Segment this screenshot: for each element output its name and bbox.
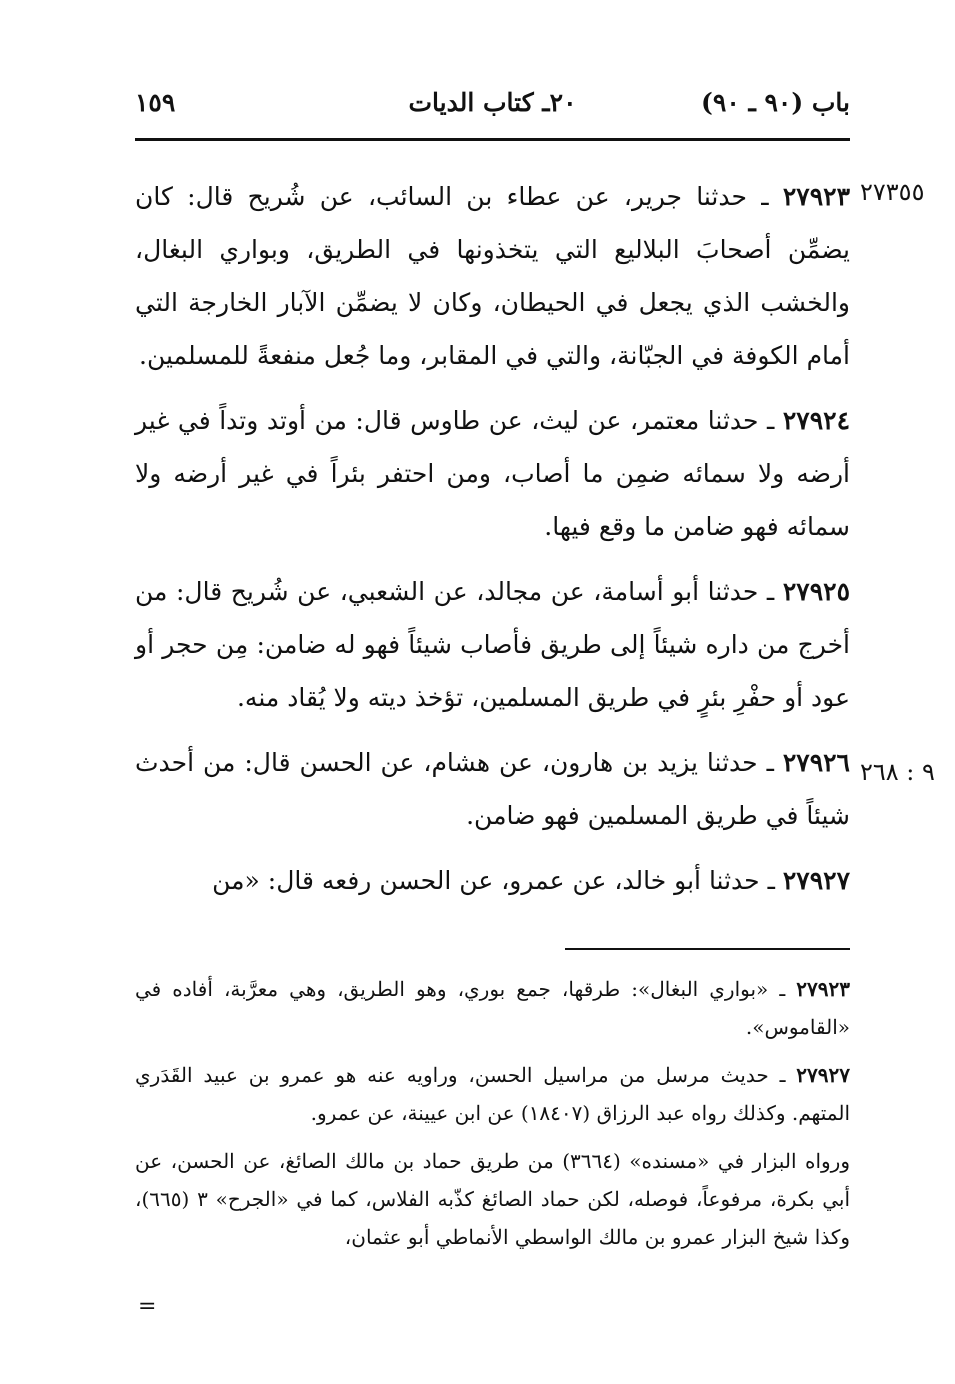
footnote-continued	[135, 1142, 850, 1256]
hadith-text: ـ حدثنا أبو خالد، عن عمرو، عن الحسن رفعه قال: «من	[212, 866, 775, 895]
footnote-rule	[565, 948, 850, 950]
chapter-title: باب (٩٠ ـ ٩٠)	[701, 88, 850, 117]
page-header	[135, 88, 850, 128]
hadith-text: ـ حدثنا معتمر، عن ليث، عن طاوس قال: من أوتد وتداً في غير أرضه ولا سمائه ضمِن ما أصاب، ومن احتفر بئراً في غير أرضه ولا سمائه فهو ضامن ما وقع فيها.	[135, 406, 850, 541]
hadith-number: ٢٧٩٢٣	[782, 182, 850, 211]
main-text	[135, 170, 850, 919]
hadith-27926	[135, 736, 850, 842]
footnote-number: ٢٧٩٢٣	[796, 977, 851, 1001]
header-rule	[135, 138, 850, 141]
footnote-text: ورواه البزار في «مسنده» (٣٦٦٤) من طريق حماد بن مالك الصائغ، عن الحسن، عن أبي بكرة، مرفوعاً، فوصله، لكن حماد الصائغ كذّبه الفلاس، كما في «الجرح» ٣ (٦٦٥)، وكذا شيخ البزار عمرو بن مالك الواسطي الأنماطي أبو عثمان،	[135, 1149, 851, 1249]
footnote-number: ٢٧٩٢٧	[796, 1063, 851, 1087]
hadith-number: ٢٧٩٢٤	[782, 406, 850, 435]
footnote-text: ـ «بواري البغال»: طرقها، جمع بوري، وهو الطريق، وهي معرَّبة، أفاده في «القاموس».	[135, 977, 850, 1039]
hadith-number: ٢٧٩٢٥	[782, 577, 850, 606]
hadith-27923	[135, 170, 850, 382]
margin-reference-1: ٢٧٣٥٥	[860, 178, 925, 206]
footnote-27923	[135, 970, 850, 1046]
page-number: ١٥٩	[135, 88, 176, 117]
hadith-text: ـ حدثنا جرير، عن عطاء بن السائب، عن شُريح قال: كان يضمِّن أصحابَ البلاليع التي يتخذونها في الطريق، وبواري البغال، والخشب الذي يجعل في الحيطان، وكان لا يضمِّن الآبار الخارجة التي أمام الكوفة في الجبّانة، والتي في المقابر، وما جُعل منفعةً للمسلمين.	[135, 182, 850, 370]
footnote-27927	[135, 1056, 850, 1132]
book-title: ٢٠ـ كتاب الديات	[408, 88, 577, 117]
hadith-number: ٢٧٩٢٦	[782, 748, 850, 777]
hadith-27924	[135, 394, 850, 553]
continuation-mark: =	[138, 1294, 157, 1319]
hadith-text: ـ حدثنا يزيد بن هارون، عن هشام، عن الحسن قال: من أحدث شيئاً في طريق المسلمين فهو ضامن.	[135, 748, 850, 830]
margin-reference-2: ٩ : ٢٦٨	[860, 758, 935, 786]
hadith-27927	[135, 854, 850, 907]
hadith-number: ٢٧٩٢٧	[782, 866, 850, 895]
hadith-text: ـ حدثنا أبو أسامة، عن مجالد، عن الشعبي، عن شُريح قال: من أخرج من داره شيئاً إلى طريق فأصاب شيئاً فهو له ضامن: مِن حجر أو عود أو حفْرِ بئرٍ في طريق المسلمين، تؤخذ ديته ولا يُقاد منه.	[135, 577, 850, 712]
footnotes	[135, 970, 850, 1266]
hadith-27925	[135, 565, 850, 724]
footnote-text: ـ حديث مرسل من مراسيل الحسن، وراويه عنه هو عمرو بن عبيد القَدَري المتهم. وكذلك رواه عبد الرزاق (١٨٤٠٧) عن ابن عيينة، عن عمرو.	[135, 1063, 850, 1125]
